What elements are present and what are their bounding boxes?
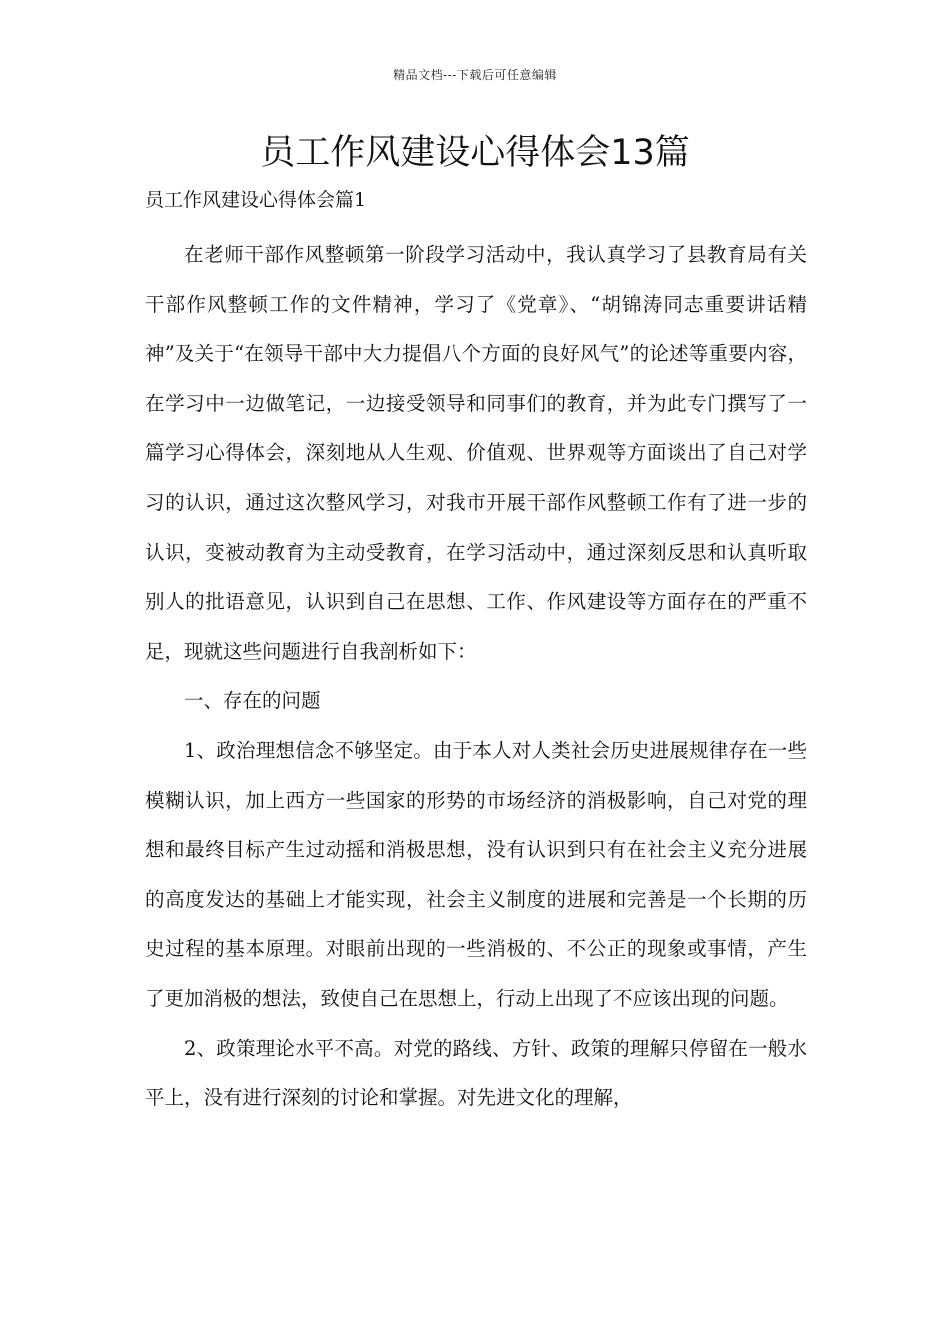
paragraph-intro: 在老师干部作风整顿第一阶段学习活动中，我认真学习了县教育局有关干部作风整顿工作的文件精神，学习了《党章》、“胡锦涛同志重要讲话精神”及关于“在领导干部中大力提倡八个方面的良好风气”的论述等重要内容，在学习中一边做笔记，一边接受领导和同事们的教育，并为此专门撰写了一篇学习心得体会，深刻地从人生观、价值观、世界观等方面谈出了自己对学习的认识，通过这次整风学习，对我市开展干部作风整顿工作有了进一步的认识，变被动教育为主动受教育，在学习活动中，通过深刻反思和认真听取别人的批语意见，认识到自己在思想、工作、作风建设等方面存在的严重不足，现就这些问题进行自我剖析如下： <box>145 243 807 663</box>
document-title: 员工作风建设心得体会13篇 <box>260 133 690 173</box>
paragraph-item-2: 2、政策理论水平不高。对党的路线、方针、政策的理解只停留在一般水平上，没有进行深刻的讨论和掌握。对先进文化的理解， <box>145 1036 807 1110</box>
paragraph-subheading-problems: 一、存在的问题 <box>184 689 321 713</box>
header-note: 精品文档---下载后可任意编辑 <box>393 68 557 82</box>
document-body <box>145 230 807 1123</box>
paragraph-item-1: 1、政治理想信念不够坚定。由于本人对人类社会历史进展规律存在一些模糊认识，加上西方一些国家的形势的市场经济的消极影响，自己对党的理想和最终目标产生过动摇和消极思想，没有认识到只有在社会主义充分进展的高度发达的基础上才能实现，社会主义制度的进展和完善是一个长期的历史过程的基本原理。对眼前出现的一些消极的、不公正的现象或事情，产生了更加消极的想法，致使自己在思想上，行动上出现了不应该出现的问题。 <box>145 738 807 1010</box>
section-heading: 员工作风建设心得体会篇1 <box>145 189 367 211</box>
